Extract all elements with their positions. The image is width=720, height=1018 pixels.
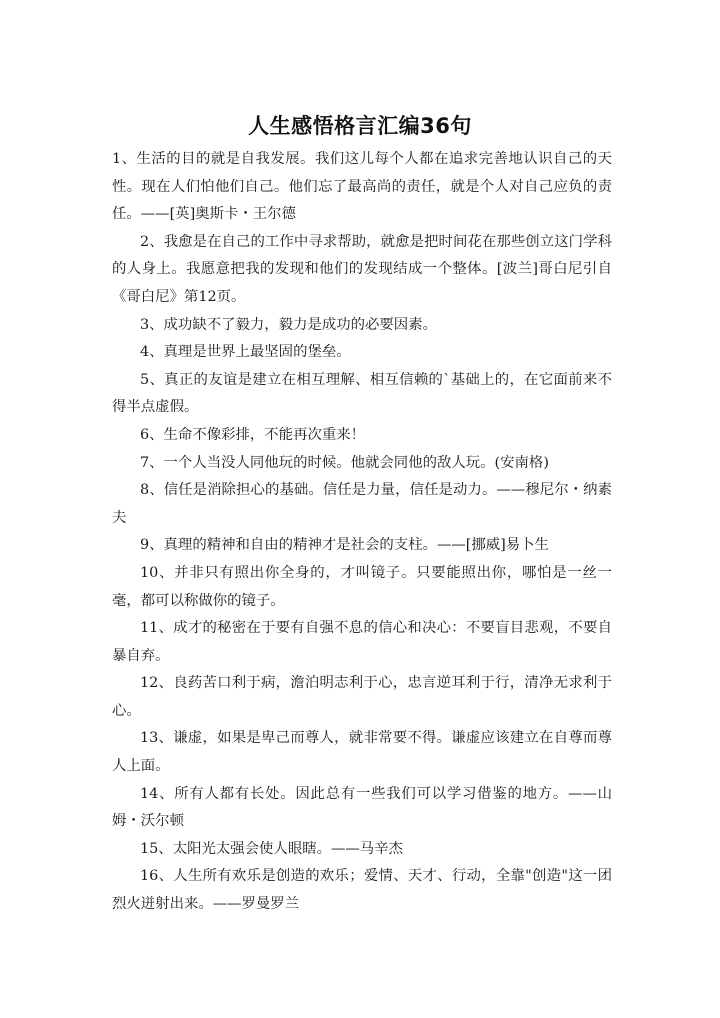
quote-paragraph-12: 12、良药苦口利于病，澹泊明志利于心，忠言逆耳利于行，清净无求利于心。 (112, 675, 612, 719)
quote-paragraph-11: 11、成才的秘密在于要有自强不息的信心和决心：不要盲目悲观，不要自暴自弃。 (112, 620, 612, 664)
document-body (112, 146, 612, 919)
quote-paragraph-7: 7、一个人当没人同他玩的时候。他就会同他的敌人玩。(安南格) (140, 454, 549, 471)
quote-paragraph-14: 14、所有人都有长处。因此总有一些我们可以学习借鉴的地方。——山姆・沃尔顿 (112, 785, 612, 830)
quote-paragraph-3: 3、成功缺不了毅力，毅力是成功的必要因素。 (140, 316, 437, 333)
quote-paragraph-8: 8、信任是消除担心的基础。信任是力量，信任是动力。——穆尼尔・纳素夫 (112, 482, 612, 526)
quote-paragraph-16: 16、人生所有欢乐是创造的欢乐；爱情、天才、行动，全靠"创造"这一团烈火迸射出来。——罗曼罗兰 (112, 868, 612, 913)
quote-paragraph-13: 13、谦虚，如果是卑己而尊人，就非常要不得。谦虚应该建立在自尊而尊人上面。 (112, 730, 612, 775)
quote-paragraph-4: 4、真理是世界上最坚固的堡垒。 (140, 344, 351, 361)
quote-paragraph-9: 9、真理的精神和自由的精神才是社会的支柱。——[挪威]易卜生 (140, 537, 549, 554)
quote-paragraph-15: 15、太阳光太强会使人眼瞎。——马辛杰 (140, 840, 403, 857)
document-title: 人生感悟格言汇编36句 (248, 114, 472, 138)
quote-paragraph-5: 5、真正的友谊是建立在相互理解、相互信赖的`基础上的，在它面前来不得半点虚假。 (112, 371, 612, 416)
quote-paragraph-6: 6、生命不像彩排，不能再次重来！ (140, 426, 366, 443)
quote-paragraph-2: 2、我愈是在自己的工作中寻求帮助，就愈是把时间花在那些创立这门学科的人身上。我愿意把我的发现和他们的发现结成一个整体。[波兰]哥白尼引自《哥白尼》第12页。 (112, 233, 612, 305)
quote-paragraph-1: 1、生活的目的就是自我发展。我们这儿每个人都在追求完善地认识自己的天性。现在人们怕他们自己。他们忘了最高尚的责任，就是个人对自己应负的责任。——[英]奥斯卡・王尔德 (112, 151, 612, 223)
quote-paragraph-10: 10、并非只有照出你全身的，才叫镜子。只要能照出你，哪怕是一丝一毫，都可以称做你的镜子。 (112, 564, 612, 609)
